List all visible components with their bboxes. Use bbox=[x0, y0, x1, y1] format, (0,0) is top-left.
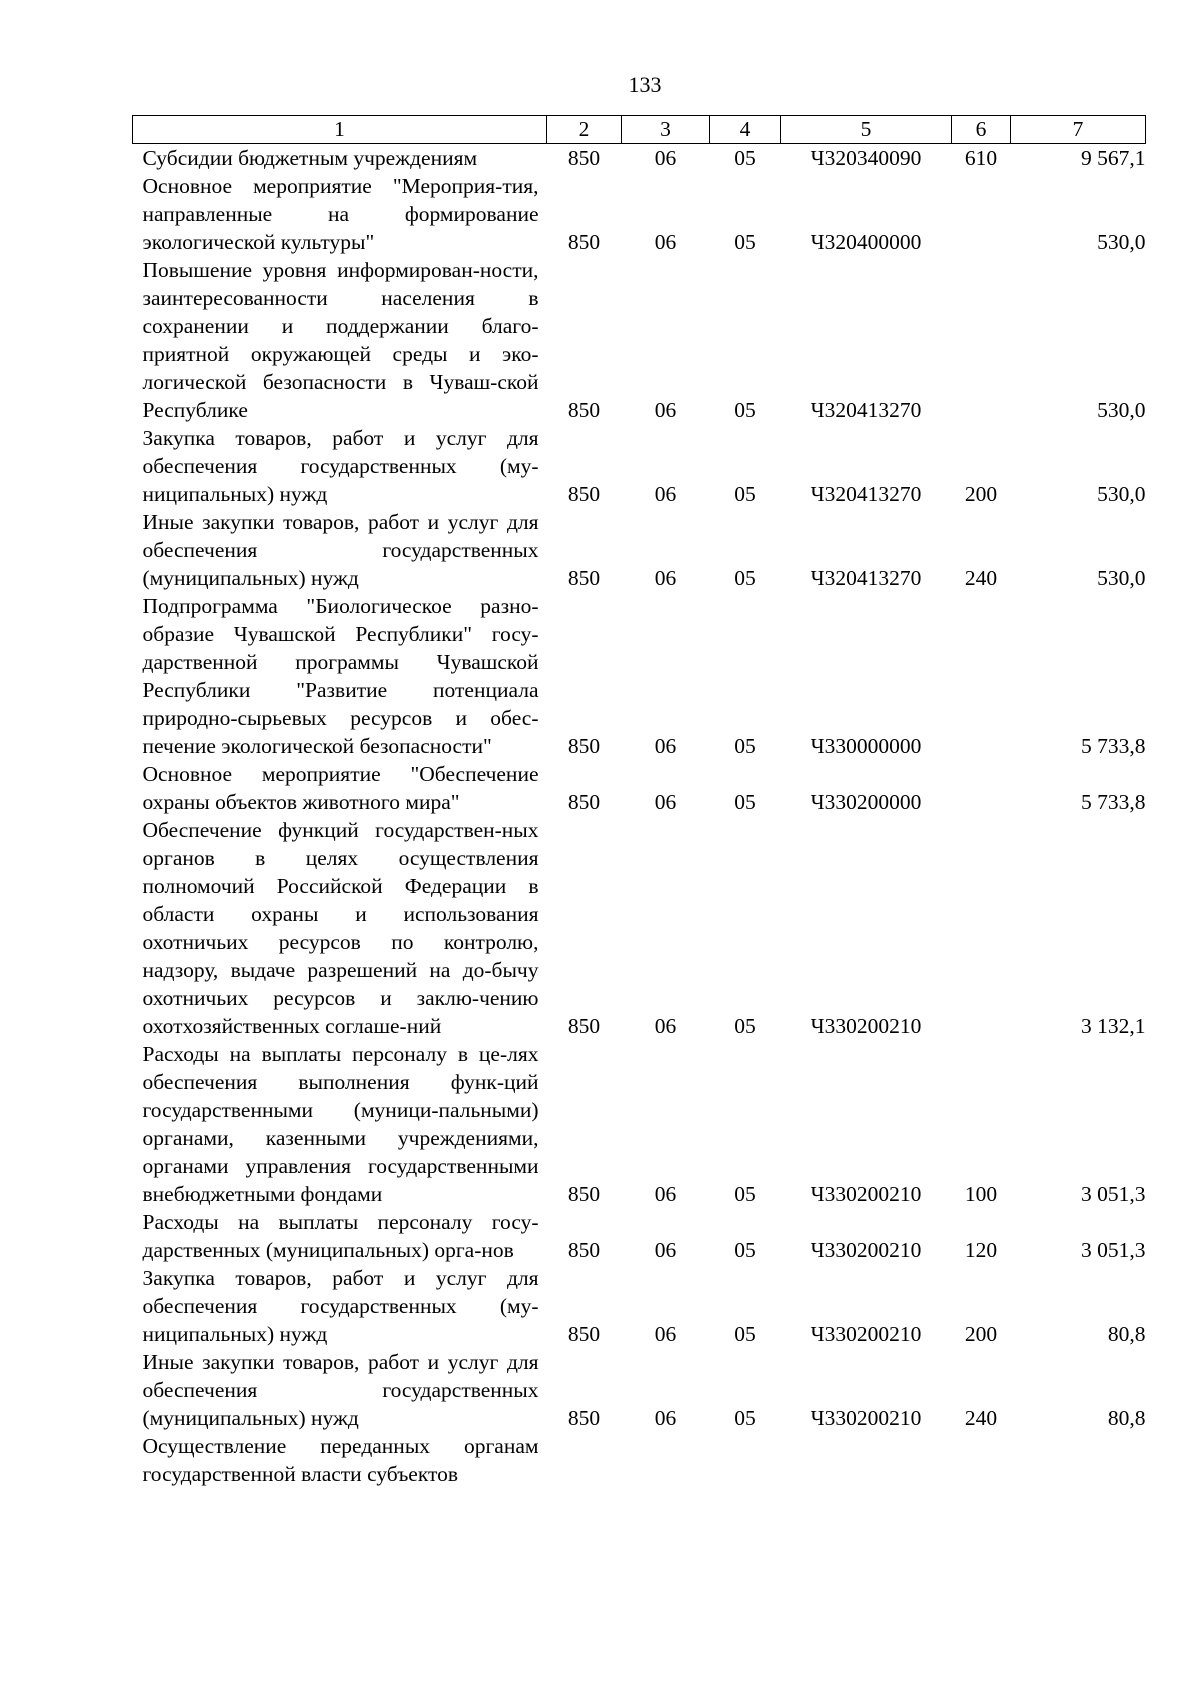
expense-type-code: 200 bbox=[964, 482, 998, 506]
ministry-code: 850 bbox=[567, 1014, 601, 1038]
subsection-code: 05 bbox=[734, 1322, 756, 1346]
column-header: 6 bbox=[952, 116, 1011, 144]
row-description: Основное мероприятие "Мероприя-тия, направленные на формирование экологической культуры" bbox=[142, 174, 539, 254]
subsection-code: 05 bbox=[734, 398, 756, 422]
column-header: 1 bbox=[133, 116, 547, 144]
subsection-code: 05 bbox=[734, 1238, 756, 1262]
amount-value: 5 733,8 bbox=[1081, 790, 1146, 814]
row-description: Расходы на выплаты персоналу в це-лях обеспечения выполнения функ-ций государственными (муници-пальными) органами, казенными учреждениями, органами управления государственными внебюджетными фондами bbox=[142, 1042, 539, 1206]
amount-value: 3 132,1 bbox=[1081, 1014, 1146, 1038]
target-article-code: Ч320413270 bbox=[810, 398, 922, 422]
subsection-code: 05 bbox=[734, 790, 756, 814]
amount-value: 3 051,3 bbox=[1081, 1182, 1146, 1206]
row-description: Обеспечение функций государствен-ных органов в целях осуществления полномочий Российской Федерации в области охраны и использования охотничьих ресурсов по контролю, надзору, выдаче разрешений на до-бычу охотничьих ресурсов и заклю-чению охотхозяйственных соглаше-ний bbox=[142, 818, 539, 1038]
budget-table bbox=[132, 115, 1146, 1488]
expense-type-code bbox=[952, 172, 1011, 256]
row-description: Закупка товаров, работ и услуг для обеспечения государственных (му-ниципальных) нужд bbox=[142, 426, 539, 506]
row-description: Осуществление переданных органам государственной власти субъектов bbox=[142, 1434, 539, 1486]
ministry-code: 850 bbox=[567, 734, 601, 758]
table-body bbox=[133, 144, 1146, 1489]
amount-value: 530,0 bbox=[1097, 230, 1146, 254]
expense-type-code: 610 bbox=[964, 146, 998, 170]
subsection-code: 05 bbox=[734, 734, 756, 758]
row-description: Иные закупки товаров, работ и услуг для обеспечения государственных (муниципальных) нужд bbox=[142, 510, 539, 590]
row-description: Субсидии бюджетным учреждениям bbox=[142, 146, 478, 170]
table-row bbox=[133, 172, 1146, 256]
table-row bbox=[133, 508, 1146, 592]
table-row bbox=[133, 424, 1146, 508]
section-code: 06 bbox=[654, 146, 677, 170]
ministry-code: 850 bbox=[567, 790, 601, 814]
expense-type-code: 120 bbox=[964, 1238, 998, 1262]
target-article-code bbox=[781, 1432, 952, 1488]
header-row bbox=[133, 116, 1146, 144]
table-row bbox=[133, 816, 1146, 1040]
ministry-code: 850 bbox=[567, 1182, 601, 1206]
amount-value: 530,0 bbox=[1097, 482, 1146, 506]
section-code: 06 bbox=[654, 566, 677, 590]
page-number: 133 bbox=[628, 72, 662, 97]
expense-type-code bbox=[952, 1432, 1011, 1488]
amount-value: 530,0 bbox=[1097, 566, 1146, 590]
section-code: 06 bbox=[654, 1014, 677, 1038]
subsection-code: 05 bbox=[734, 1014, 756, 1038]
expense-type-code: 100 bbox=[964, 1182, 998, 1206]
target-article-code: Ч320413270 bbox=[810, 566, 922, 590]
row-description: Расходы на выплаты персоналу госу-дарственных (муниципальных) орга-нов bbox=[142, 1210, 539, 1262]
table-row bbox=[133, 760, 1146, 816]
expense-type-code: 240 bbox=[964, 1406, 998, 1430]
column-header: 4 bbox=[710, 116, 781, 144]
table-row bbox=[133, 144, 1146, 173]
ministry-code: 850 bbox=[567, 566, 601, 590]
table-row bbox=[133, 1040, 1146, 1208]
row-description: Иные закупки товаров, работ и услуг для обеспечения государственных (муниципальных) нужд bbox=[142, 1350, 539, 1430]
section-code: 06 bbox=[654, 1182, 677, 1206]
target-article-code: Ч330200000 bbox=[810, 790, 922, 814]
ministry-code bbox=[547, 1432, 622, 1488]
target-article-code: Ч330200210 bbox=[810, 1406, 922, 1430]
subsection-code: 05 bbox=[734, 1182, 756, 1206]
table-row bbox=[133, 1432, 1146, 1488]
expense-type-code bbox=[952, 760, 1011, 816]
section-code: 06 bbox=[654, 1322, 677, 1346]
amount-value bbox=[1011, 1432, 1146, 1488]
section-code: 06 bbox=[654, 230, 677, 254]
amount-value: 80,8 bbox=[1107, 1322, 1146, 1346]
ministry-code: 850 bbox=[567, 398, 601, 422]
section-code: 06 bbox=[654, 398, 677, 422]
target-article-code: Ч320400000 bbox=[810, 230, 922, 254]
target-article-code: Ч330200210 bbox=[810, 1014, 922, 1038]
column-header: 2 bbox=[547, 116, 622, 144]
ministry-code: 850 bbox=[567, 1238, 601, 1262]
expense-type-code: 240 bbox=[964, 566, 998, 590]
table-row bbox=[133, 592, 1146, 760]
ministry-code: 850 bbox=[567, 1406, 601, 1430]
expense-type-code bbox=[952, 816, 1011, 1040]
expense-type-code: 200 bbox=[964, 1322, 998, 1346]
amount-value: 5 733,8 bbox=[1081, 734, 1146, 758]
ministry-code: 850 bbox=[567, 1322, 601, 1346]
column-header: 5 bbox=[781, 116, 952, 144]
subsection-code: 05 bbox=[734, 566, 756, 590]
column-header: 3 bbox=[622, 116, 710, 144]
column-header: 7 bbox=[1011, 116, 1146, 144]
table-row bbox=[133, 256, 1146, 424]
expense-type-code bbox=[952, 256, 1011, 424]
ministry-code: 850 bbox=[567, 230, 601, 254]
row-description: Основное мероприятие "Обеспечение охраны объектов животного мира" bbox=[142, 762, 539, 814]
subsection-code: 05 bbox=[734, 146, 756, 170]
section-code: 06 bbox=[654, 734, 677, 758]
table-row bbox=[133, 1348, 1146, 1432]
expense-type-code bbox=[952, 592, 1011, 760]
section-code: 06 bbox=[654, 482, 677, 506]
table-row bbox=[133, 1208, 1146, 1264]
row-description: Повышение уровня информирован-ности, заинтересованности населения в сохранении и поддержании благо-приятной окружающей среды и эко-логической безопасности в Чуваш-ской Республике bbox=[142, 258, 539, 422]
ministry-code: 850 bbox=[567, 482, 601, 506]
subsection-code: 05 bbox=[734, 230, 756, 254]
amount-value: 530,0 bbox=[1097, 398, 1146, 422]
section-code bbox=[622, 1432, 710, 1488]
section-code: 06 bbox=[654, 1406, 677, 1430]
table-row bbox=[133, 1264, 1146, 1348]
amount-value: 3 051,3 bbox=[1081, 1238, 1146, 1262]
row-description: Закупка товаров, работ и услуг для обеспечения государственных (му-ниципальных) нужд bbox=[142, 1266, 539, 1346]
target-article-code: Ч330000000 bbox=[810, 734, 922, 758]
subsection-code: 05 bbox=[734, 482, 756, 506]
section-code: 06 bbox=[654, 1238, 677, 1262]
amount-value: 9 567,1 bbox=[1081, 146, 1146, 170]
section-code: 06 bbox=[654, 790, 677, 814]
target-article-code: Ч330200210 bbox=[810, 1322, 922, 1346]
target-article-code: Ч330200210 bbox=[810, 1238, 922, 1262]
row-description: Подпрограмма "Биологическое разно-образие Чувашской Республики" госу-дарственной программы Чувашской Республики "Развитие потенциала природно-сырьевых ресурсов и обес-печение экологической безопасности" bbox=[142, 594, 539, 758]
subsection-code bbox=[710, 1432, 781, 1488]
target-article-code: Ч330200210 bbox=[810, 1182, 922, 1206]
target-article-code: Ч320340090 bbox=[810, 146, 922, 170]
amount-value: 80,8 bbox=[1107, 1406, 1146, 1430]
target-article-code: Ч320413270 bbox=[810, 482, 922, 506]
ministry-code: 850 bbox=[567, 146, 601, 170]
subsection-code: 05 bbox=[734, 1406, 756, 1430]
